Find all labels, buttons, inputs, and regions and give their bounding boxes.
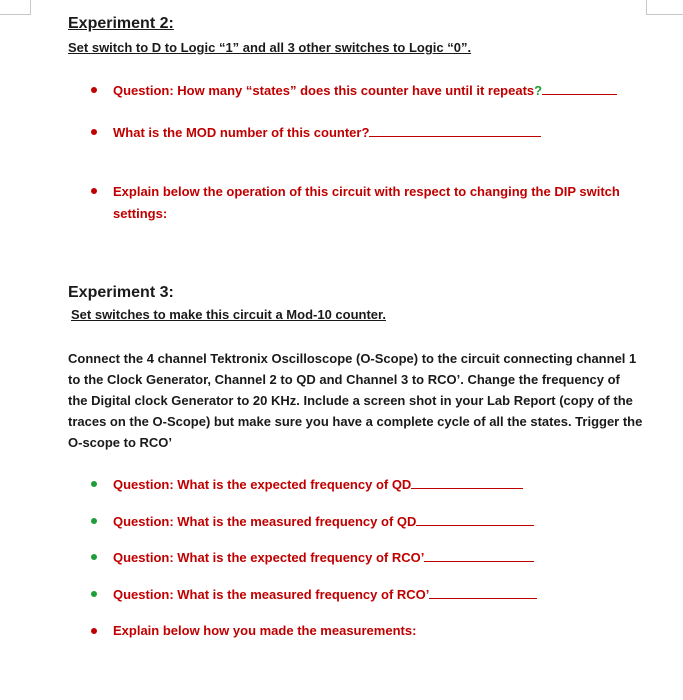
exp2-question-states [113, 82, 617, 98]
answer-blank[interactable] [369, 124, 541, 137]
bullet-icon [91, 129, 97, 135]
exp2-question-mod [113, 124, 541, 140]
bullet-icon [91, 628, 97, 634]
experiment-3-title: Experiment 3: [68, 284, 174, 301]
bullet-icon [91, 591, 97, 597]
exp2-question-states-text: Question: How many “states” does this counter have until it repeats [113, 83, 535, 98]
answer-blank[interactable] [429, 586, 537, 599]
instruction-line: the Digital clock Generator to 20 KHz. Include a screen shot in your Lab Report (copy of the [68, 393, 633, 408]
instruction-line: O-scope to RCO’ [68, 435, 173, 450]
bullet-icon [91, 518, 97, 524]
experiment-3-instructions [68, 348, 658, 453]
experiment-3-subtitle: Set switches to make this circuit a Mod-10 counter. [71, 307, 386, 322]
bullet-icon [91, 481, 97, 487]
exp3-question-text: Question: What is the expected frequency of QD [113, 477, 412, 492]
exp3-question-text: Question: What is the measured frequency of RCO’ [113, 587, 430, 602]
exp3-question-expected-qd [113, 476, 523, 492]
exp3-question-measured-rco [113, 586, 537, 602]
answer-blank[interactable] [411, 476, 523, 489]
exp2-question-mod-text: What is the MOD number of this counter? [113, 125, 370, 140]
instruction-line: Connect the 4 channel Tektronix Oscilloscope (O-Scope) to the circuit connecting channel 1 [68, 351, 637, 366]
bullet-icon [91, 554, 97, 560]
bullet-icon [91, 87, 97, 93]
experiment-2-subtitle: Set switch to D to Logic “1” and all 3 other switches to Logic “0”. [68, 40, 472, 55]
exp2-question-mark: ? [534, 83, 543, 98]
exp3-question-text: Question: What is the measured frequency of QD [113, 514, 417, 529]
experiment-2-title: Experiment 2: [68, 15, 174, 32]
exp3-question-measured-qd [113, 513, 534, 529]
exp3-question-expected-rco [113, 549, 534, 565]
exp3-explain-measurements: Explain below how you made the measurements: [113, 623, 417, 638]
answer-blank[interactable] [424, 549, 534, 562]
answer-blank[interactable] [416, 513, 534, 526]
page-corner-mark-left [0, 0, 31, 15]
exp3-question-text: Question: What is the expected frequency of RCO’ [113, 550, 425, 565]
page-corner-mark-right [646, 0, 683, 15]
bullet-icon [91, 188, 97, 194]
answer-blank[interactable] [542, 82, 617, 95]
exp2-explain-line2: settings: [113, 206, 168, 221]
exp2-explain-line1: Explain below the operation of this circuit with respect to changing the DIP switch [113, 184, 620, 199]
instruction-line: traces on the O-Scope) but make sure you have a complete cycle of all the states. Trigger the [68, 414, 643, 429]
instruction-line: to the Clock Generator, Channel 2 to QD and Channel 3 to RCO’. Change the frequency of [68, 372, 620, 387]
